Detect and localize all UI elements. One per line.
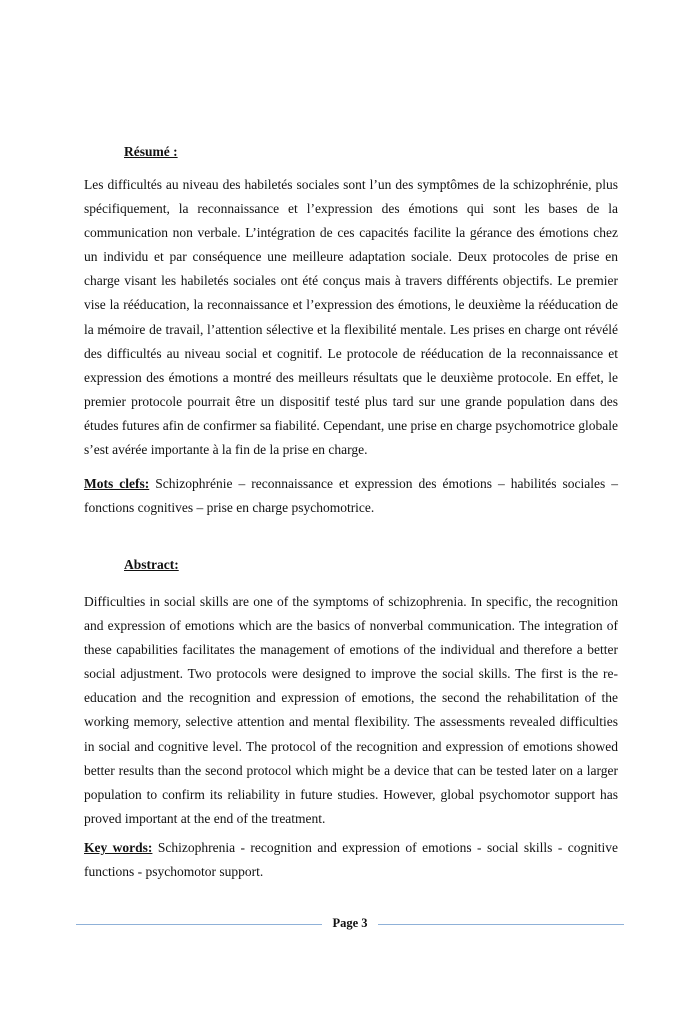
resume-heading: Résumé : bbox=[124, 144, 178, 159]
page-number: Page 3 bbox=[332, 916, 368, 930]
abstract-keywords-text: Schizophrenia - recognition and expression of emotions - social skills - cognitive functions - psychomotor support. bbox=[84, 840, 618, 880]
resume-paragraph: Les difficultés au niveau des habiletés sociales sont l’un des symptômes de la schizophrénie, plus spécifiquement, la reconnaissance et l’expression des émotions qui sont les bases de la communication non verbale. L’intégration de ces capacités facilite la gérance des émotions chez un individu et par conséquence une meilleure adaptation sociale. Deux protocoles de prise en charge visant les habiletés sociales ont été conçus mais à travers différents objectifs. Le premier vise la rééducation, la reconnaissance et l’expression des émotions, le deuxième la rééducation de la mémoire de travail, l’attention sélective et la flexibilité mentale. Les prises en charge ont révélé des difficultés au niveau social et cognitif. Le protocole de rééducation de la reconnaissance et expression des émotions a montré des meilleurs résultats que le deuxième protocole. En effet, le premier protocole pourrait être un dispositif testé plus tard sur une grande population dans des études futures afin de confirmer sa fiabilité. Cependant, une prise en charge psychomotrice globale s’est avérée importante à la fin de la prise en charge. bbox=[84, 177, 618, 458]
abstract-paragraph: Difficulties in social skills are one of the symptoms of schizophrenia. In specific, the recognition and expression of emotions which are the basics of nonverbal communication. The integration of these capabilities facilitates the management of emotions of the individual and therefore a better social adjustment. Two protocols were designed to improve the social skills. The first is the re-education and the recognition and expression of emotions, the second the rehabilitation of the working memory, selective attention and mental flexibility. The assessments revealed difficulties in social and cognitive level. The protocol of the recognition and expression of emotions showed better results than the second protocol which might be a device that can be tested later on a larger population to confirm its reliability in future studies. However, global psychomotor support has proved important at the end of the treatment. bbox=[84, 594, 618, 826]
resume-keywords-text: Schizophrénie – reconnaissance et expression des émotions – habilités sociales – fonctions cognitives – prise en charge psychomotrice. bbox=[84, 476, 618, 516]
page-footer bbox=[76, 914, 624, 936]
resume-keywords-label: Mots clefs: bbox=[84, 476, 150, 491]
footer-rule-right bbox=[378, 924, 624, 925]
footer-rule-left bbox=[76, 924, 322, 925]
resume-keywords bbox=[84, 472, 618, 520]
abstract-keywords bbox=[84, 836, 618, 884]
abstract-heading: Abstract: bbox=[124, 557, 179, 572]
abstract-keywords-label: Key words: bbox=[84, 840, 153, 855]
